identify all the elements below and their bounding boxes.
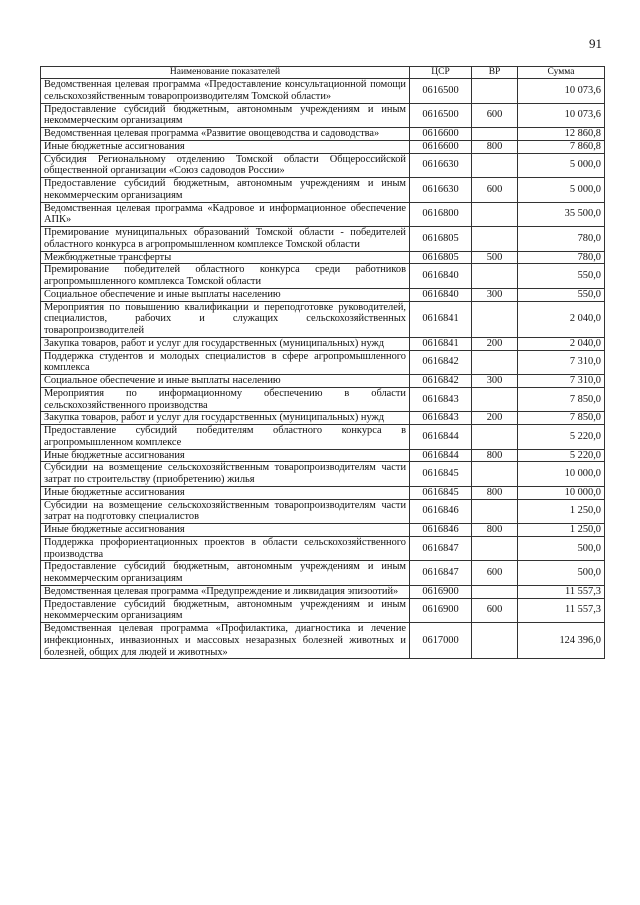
cell-vr <box>472 153 518 178</box>
header-vr: ВР <box>472 67 518 79</box>
table-row <box>41 585 605 598</box>
cell-csr: 0616630 <box>410 178 472 203</box>
cell-csr: 0616845 <box>410 462 472 487</box>
cell-sum: 5 000,0 <box>518 153 605 178</box>
cell-name: Поддержка профориентационных проектов в области сельскохозяйственного производства <box>41 536 410 561</box>
cell-vr <box>472 585 518 598</box>
cell-vr: 800 <box>472 486 518 499</box>
cell-csr: 0616805 <box>410 227 472 252</box>
cell-sum: 550,0 <box>518 288 605 301</box>
cell-sum: 10 073,6 <box>518 103 605 128</box>
cell-name: Закупка товаров, работ и услуг для государственных (муниципальных) нужд <box>41 412 410 425</box>
cell-csr: 0616805 <box>410 251 472 264</box>
cell-name: Иные бюджетные ассигнования <box>41 449 410 462</box>
cell-csr: 0616844 <box>410 449 472 462</box>
cell-name: Ведомственная целевая программа «Профилактика, диагностика и лечение инфекционных, инвазионных и массовых незаразных болезней животных и болезней, общих для людей и животных» <box>41 623 410 659</box>
cell-sum: 500,0 <box>518 536 605 561</box>
table-row <box>41 301 605 337</box>
table-row <box>41 264 605 289</box>
page-number: 91 <box>589 36 602 51</box>
table-row <box>41 202 605 227</box>
table-row <box>41 251 605 264</box>
budget-table <box>40 66 605 659</box>
table-row <box>41 598 605 623</box>
table-row <box>41 536 605 561</box>
cell-csr: 0616840 <box>410 264 472 289</box>
cell-vr <box>472 350 518 375</box>
cell-sum: 7 310,0 <box>518 350 605 375</box>
header-csr: ЦСР <box>410 67 472 79</box>
table-row <box>41 449 605 462</box>
cell-name: Межбюджетные трансферты <box>41 251 410 264</box>
cell-name: Субсидия Региональному отделению Томской области Общероссийской общественной организации «Союз садоводов России» <box>41 153 410 178</box>
cell-name: Закупка товаров, работ и услуг для государственных (муниципальных) нужд <box>41 337 410 350</box>
cell-sum: 11 557,3 <box>518 598 605 623</box>
table-row <box>41 462 605 487</box>
cell-sum: 5 220,0 <box>518 449 605 462</box>
cell-sum: 7 860,8 <box>518 140 605 153</box>
header-name: Наименование показателей <box>41 67 410 79</box>
table-row <box>41 140 605 153</box>
cell-csr: 0616900 <box>410 598 472 623</box>
cell-vr <box>472 227 518 252</box>
cell-sum: 780,0 <box>518 251 605 264</box>
cell-sum: 10 000,0 <box>518 486 605 499</box>
cell-sum: 2 040,0 <box>518 301 605 337</box>
cell-csr: 0616840 <box>410 288 472 301</box>
cell-vr <box>472 425 518 450</box>
cell-vr <box>472 536 518 561</box>
table-row <box>41 128 605 141</box>
cell-vr <box>472 128 518 141</box>
table-row <box>41 153 605 178</box>
table-row <box>41 561 605 586</box>
cell-sum: 12 860,8 <box>518 128 605 141</box>
table-row <box>41 288 605 301</box>
table-row <box>41 375 605 388</box>
cell-vr <box>472 301 518 337</box>
cell-name: Поддержка студентов и молодых специалистов в сфере агропромышленного комплекса <box>41 350 410 375</box>
cell-sum: 7 850,0 <box>518 412 605 425</box>
cell-vr: 800 <box>472 140 518 153</box>
cell-name: Иные бюджетные ассигнования <box>41 524 410 537</box>
cell-name: Социальное обеспечение и иные выплаты населению <box>41 288 410 301</box>
table-row <box>41 623 605 659</box>
table-body <box>41 79 605 659</box>
cell-name: Субсидии на возмещение сельскохозяйственным товаропроизводителям части затрат на подготовку специалистов <box>41 499 410 524</box>
cell-sum: 1 250,0 <box>518 499 605 524</box>
cell-vr: 300 <box>472 375 518 388</box>
cell-sum: 10 073,6 <box>518 79 605 104</box>
cell-name: Предоставление субсидий бюджетным, автономным учреждениям и иным некоммерческим организациям <box>41 103 410 128</box>
cell-vr: 500 <box>472 251 518 264</box>
cell-sum: 550,0 <box>518 264 605 289</box>
cell-vr <box>472 387 518 412</box>
cell-sum: 780,0 <box>518 227 605 252</box>
cell-vr: 300 <box>472 288 518 301</box>
cell-name: Премирование победителей областного конкурса среди работников агропромышленного комплекса Томской области <box>41 264 410 289</box>
cell-vr <box>472 202 518 227</box>
table-row <box>41 412 605 425</box>
cell-name: Премирование муниципальных образований Томской области - победителей областного конкурса в агропромышленном комплексе Томской области <box>41 227 410 252</box>
table-row <box>41 524 605 537</box>
cell-name: Предоставление субсидий бюджетным, автономным учреждениям и иным некоммерческим организациям <box>41 561 410 586</box>
table-row <box>41 337 605 350</box>
table-row <box>41 499 605 524</box>
cell-vr: 600 <box>472 103 518 128</box>
cell-csr: 0617000 <box>410 623 472 659</box>
cell-vr <box>472 499 518 524</box>
cell-csr: 0616630 <box>410 153 472 178</box>
cell-vr: 800 <box>472 524 518 537</box>
table-row <box>41 425 605 450</box>
cell-csr: 0616841 <box>410 337 472 350</box>
cell-csr: 0616600 <box>410 128 472 141</box>
cell-vr <box>472 623 518 659</box>
cell-name: Предоставление субсидий бюджетным, автономным учреждениям и иным некоммерческим организациям <box>41 598 410 623</box>
cell-vr <box>472 79 518 104</box>
cell-csr: 0616842 <box>410 350 472 375</box>
cell-csr: 0616843 <box>410 387 472 412</box>
cell-name: Ведомственная целевая программа «Предупреждение и ликвидация эпизоотий» <box>41 585 410 598</box>
cell-csr: 0616600 <box>410 140 472 153</box>
cell-vr: 800 <box>472 449 518 462</box>
cell-name: Социальное обеспечение и иные выплаты населению <box>41 375 410 388</box>
cell-sum: 11 557,3 <box>518 585 605 598</box>
cell-csr: 0616900 <box>410 585 472 598</box>
cell-csr: 0616842 <box>410 375 472 388</box>
table-row <box>41 227 605 252</box>
cell-sum: 124 396,0 <box>518 623 605 659</box>
cell-name: Иные бюджетные ассигнования <box>41 140 410 153</box>
cell-name: Ведомственная целевая программа «Предоставление консультационной помощи сельскохозяйственным товаропроизводителям Томской области» <box>41 79 410 104</box>
cell-vr: 200 <box>472 337 518 350</box>
cell-csr: 0616846 <box>410 524 472 537</box>
cell-csr: 0616841 <box>410 301 472 337</box>
cell-csr: 0616500 <box>410 79 472 104</box>
cell-name: Мероприятия по информационному обеспечению в области сельскохозяйственного производства <box>41 387 410 412</box>
table-row <box>41 103 605 128</box>
cell-name: Ведомственная целевая программа «Развитие овощеводства и садоводства» <box>41 128 410 141</box>
table-row <box>41 486 605 499</box>
cell-vr <box>472 462 518 487</box>
cell-sum: 7 850,0 <box>518 387 605 412</box>
cell-name: Мероприятия по повышению квалификации и переподготовке руководителей, специалистов, рабочих и служащих сельскохозяйственных товаропроизводителей <box>41 301 410 337</box>
cell-vr: 600 <box>472 598 518 623</box>
cell-sum: 2 040,0 <box>518 337 605 350</box>
cell-name: Субсидии на возмещение сельскохозяйственным товаропроизводителям части затрат по строительству (приобретению) жилья <box>41 462 410 487</box>
cell-vr: 200 <box>472 412 518 425</box>
header-sum: Сумма <box>518 67 605 79</box>
cell-csr: 0616847 <box>410 536 472 561</box>
cell-vr <box>472 264 518 289</box>
table-row <box>41 350 605 375</box>
cell-csr: 0616846 <box>410 499 472 524</box>
cell-csr: 0616845 <box>410 486 472 499</box>
cell-sum: 7 310,0 <box>518 375 605 388</box>
cell-csr: 0616847 <box>410 561 472 586</box>
cell-sum: 500,0 <box>518 561 605 586</box>
cell-csr: 0616843 <box>410 412 472 425</box>
cell-sum: 5 220,0 <box>518 425 605 450</box>
cell-sum: 35 500,0 <box>518 202 605 227</box>
cell-sum: 10 000,0 <box>518 462 605 487</box>
cell-name: Ведомственная целевая программа «Кадровое и информационное обеспечение АПК» <box>41 202 410 227</box>
cell-csr: 0616800 <box>410 202 472 227</box>
table-header-row <box>41 67 605 79</box>
cell-name: Предоставление субсидий победителям областного конкурса в агропромышленном комплексе <box>41 425 410 450</box>
cell-vr: 600 <box>472 561 518 586</box>
table-row <box>41 79 605 104</box>
cell-sum: 5 000,0 <box>518 178 605 203</box>
cell-name: Предоставление субсидий бюджетным, автономным учреждениям и иным некоммерческим организациям <box>41 178 410 203</box>
cell-vr: 600 <box>472 178 518 203</box>
cell-csr: 0616500 <box>410 103 472 128</box>
cell-csr: 0616844 <box>410 425 472 450</box>
cell-sum: 1 250,0 <box>518 524 605 537</box>
table-row <box>41 387 605 412</box>
cell-name: Иные бюджетные ассигнования <box>41 486 410 499</box>
table-row <box>41 178 605 203</box>
